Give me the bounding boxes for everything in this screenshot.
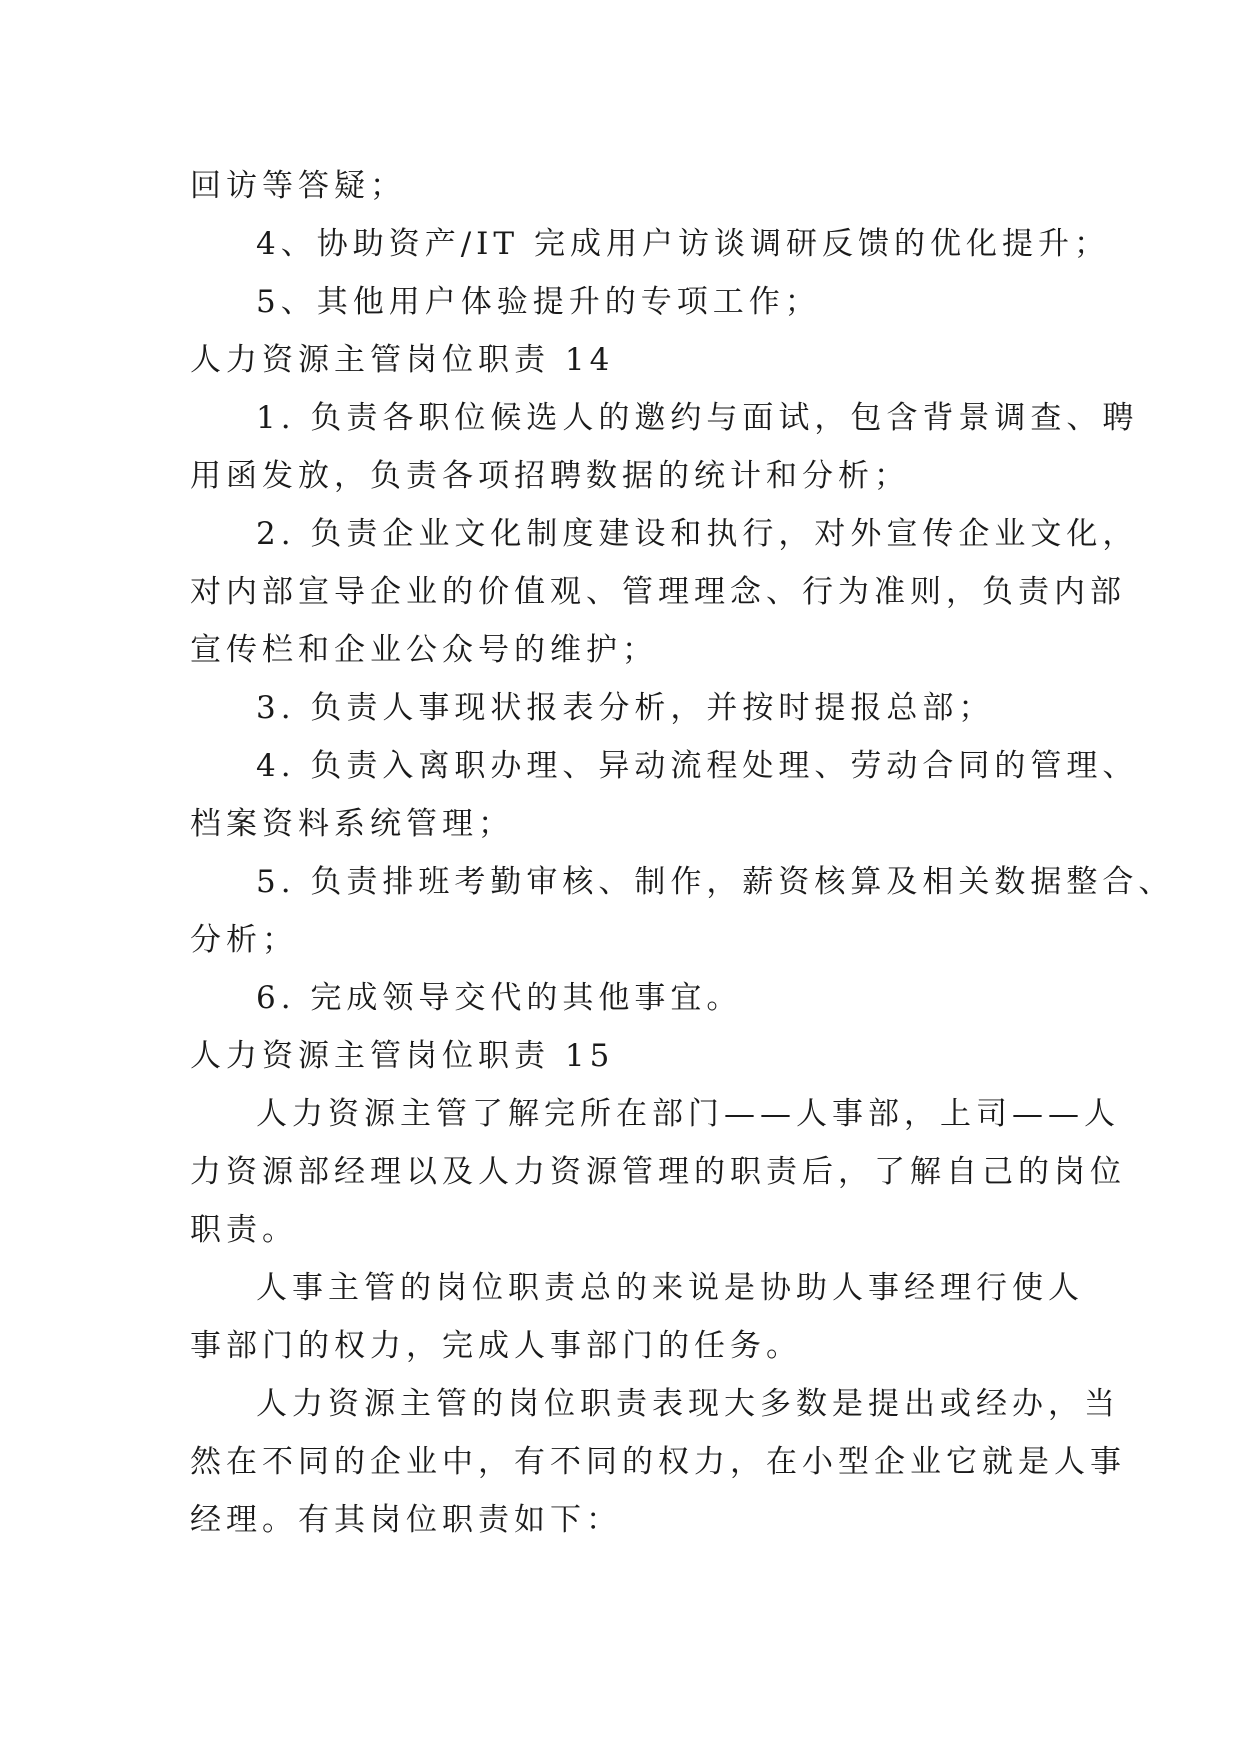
- text-line: 对内部宣导企业的价值观、管理理念、行为准则，负责内部: [190, 574, 1126, 610]
- text-line: 力资源部经理以及人力资源管理的职责后，了解自己的岗位: [190, 1154, 1126, 1190]
- text-line: 4. 负责入离职办理、异动流程处理、劳动合同的管理、: [256, 748, 1139, 784]
- text-line: 1. 负责各职位候选人的邀约与面试，包含背景调查、聘: [256, 400, 1139, 436]
- text-line: 宣传栏和企业公众号的维护；: [190, 632, 658, 668]
- text-line: 5、其他用户体验提升的专项工作；: [256, 284, 821, 320]
- text-line: 人力资源主管了解完所在部门——人事部，上司——人: [256, 1096, 1120, 1132]
- text-line: 职责。: [190, 1212, 298, 1248]
- text-line: 人事主管的岗位职责总的来说是协助人事经理行使人: [256, 1270, 1084, 1306]
- text-line: 然在不同的企业中，有不同的权力，在小型企业它就是人事: [190, 1444, 1126, 1480]
- text-line: 2. 负责企业文化制度建设和执行，对外宣传企业文化，: [256, 516, 1139, 552]
- text-line: 6. 完成领导交代的其他事宜。: [256, 980, 743, 1016]
- text-line: 3. 负责人事现状报表分析，并按时提报总部；: [256, 690, 995, 726]
- text-line: 5. 负责排班考勤审核、制作，薪资核算及相关数据整合、: [256, 864, 1175, 900]
- text-line: 回访等答疑；: [190, 168, 406, 204]
- text-line: 分析；: [190, 922, 298, 958]
- text-line: 经理。有其岗位职责如下：: [190, 1502, 622, 1538]
- text-line: 档案资料系统管理；: [190, 806, 514, 842]
- section-heading: 人力资源主管岗位职责 15: [190, 1038, 615, 1074]
- section-heading: 人力资源主管岗位职责 14: [190, 342, 615, 378]
- text-line: 4、协助资产/IT 完成用户访谈调研反馈的优化提升；: [256, 226, 1110, 262]
- text-line: 事部门的权力，完成人事部门的任务。: [190, 1328, 802, 1364]
- text-line: 用函发放，负责各项招聘数据的统计和分析；: [190, 458, 910, 494]
- text-line: 人力资源主管的岗位职责表现大多数是提出或经办，当: [256, 1386, 1120, 1422]
